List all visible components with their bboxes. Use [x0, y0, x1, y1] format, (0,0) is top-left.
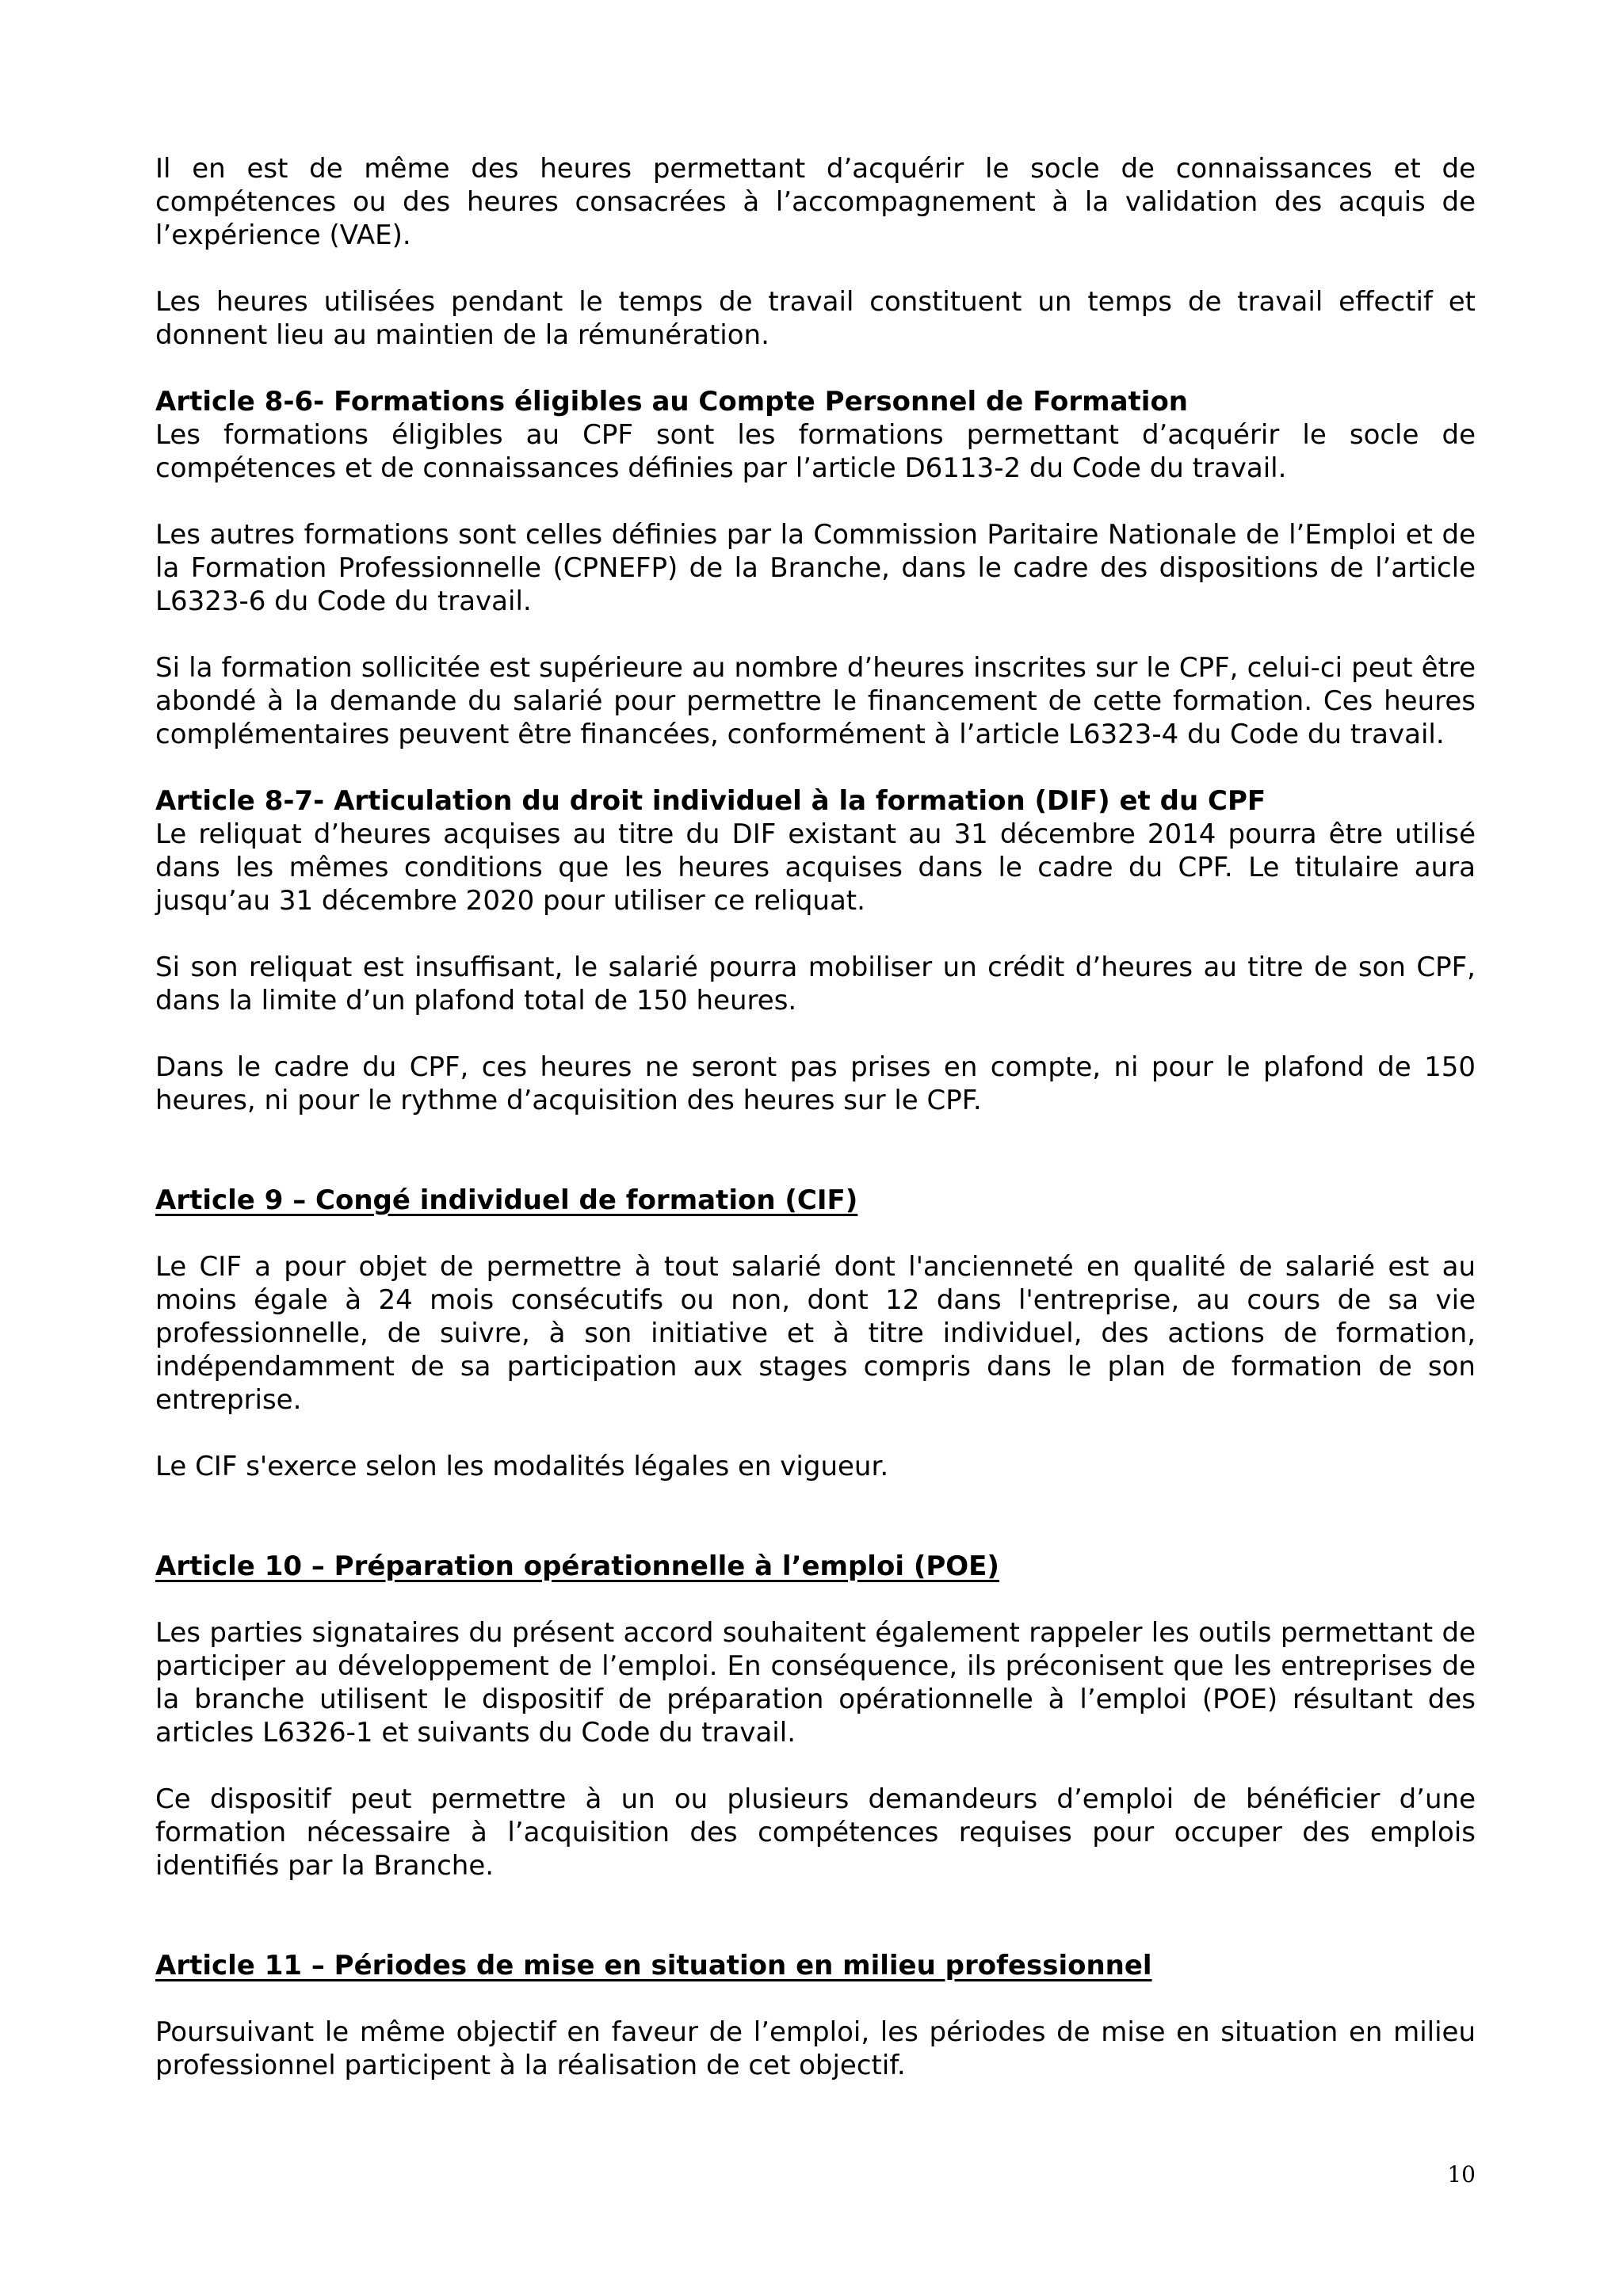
article-8-6-heading: Article 8-6- Formations éligibles au Compte Personnel de Formation — [155, 386, 1189, 418]
article-11-heading: Article 11 – Périodes de mise en situation en milieu professionnel — [155, 1950, 1152, 1981]
document-page — [155, 152, 1476, 2082]
paragraph: Ce dispositif peut permettre à un ou plusieurs demandeurs d’emploi de bénéficier d’une formation nécessaire à l’acquisition des compétences requises pour occuper des emplois identifiés par la Branche. — [155, 1783, 1476, 1882]
paragraph: Dans le cadre du CPF, ces heures ne seront pas prises en compte, ni pour le plafond de 150 heures, ni pour le rythme d’acquisition des heures sur le CPF. — [155, 1051, 1476, 1116]
paragraph: Les autres formations sont celles définies par la Commission Paritaire Nationale de l’Emploi et de la Formation Professionnelle (CPNEFP) de la Branche, dans le cadre des dispositions de l’article L6323-6 du Code du travail. — [155, 519, 1476, 617]
paragraph: Les parties signataires du présent accord souhaitent également rappeler les outils permettant de participer au développement de l’emploi. En conséquence, ils préconisent que les entreprises de la branche utilisent le dispositif de préparation opérationnelle à l’emploi (POE) résultant des articles L6326-1 et suivants du Code du travail. — [155, 1617, 1476, 1749]
paragraph: Les heures utilisées pendant le temps de travail constituent un temps de travail effectif et donnent lieu au maintien de la rémunération. — [155, 286, 1476, 351]
paragraph: Poursuivant le même objectif en faveur de l’emploi, les périodes de mise en situation en milieu professionnel participent à la réalisation de cet objectif. — [155, 2016, 1476, 2081]
paragraph: Si la formation sollicitée est supérieure au nombre d’heures inscrites sur le CPF, celui-ci peut être abondé à la demande du salarié pour permettre le financement de cette formation. Ces heures complémentaires peuvent être financées, conformément à l’article L6323-4 du Code du travail. — [155, 652, 1476, 750]
paragraph: Les formations éligibles au CPF sont les formations permettant d’acquérir le socle de compétences et de connaissances définies par l’article D6113-2 du Code du travail. — [155, 419, 1476, 484]
paragraph: Le CIF s'exerce selon les modalités légales en vigueur. — [155, 1451, 889, 1482]
paragraph: Il en est de même des heures permettant d’acquérir le socle de connaissances et de compétences ou des heures consacrées à l’accompagnement à la validation des acquis de l’expérience (VAE). — [155, 153, 1476, 251]
article-8-7-heading: Article 8-7- Articulation du droit individuel à la formation (DIF) et du CPF — [155, 785, 1266, 817]
paragraph: Si son reliquat est insuffisant, le salarié pourra mobiliser un crédit d’heures au titre de son CPF, dans la limite d’un plafond total de 150 heures. — [155, 952, 1476, 1016]
article-9-heading: Article 9 – Congé individuel de formation (CIF) — [155, 1184, 858, 1216]
page-number: 10 — [1447, 2161, 1476, 2187]
paragraph: Le CIF a pour objet de permettre à tout salarié dont l'ancienneté en qualité de salarié est au moins égale à 24 mois consécutifs ou non, dont 12 dans l'entreprise, au cours de sa vie professionnelle, de suivre, à son initiative et à titre individuel, des actions de formation, indépendamment de sa participation aux stages compris dans le plan de formation de son entreprise. — [155, 1251, 1476, 1416]
article-10-heading: Article 10 – Préparation opérationnelle à l’emploi (POE) — [155, 1550, 999, 1582]
paragraph: Le reliquat d’heures acquises au titre du DIF existant au 31 décembre 2014 pourra être utilisé dans les mêmes conditions que les heures acquises dans le cadre du CPF. Le titulaire aura jusqu’au 31 décembre 2020 pour utiliser ce reliquat. — [155, 818, 1476, 917]
